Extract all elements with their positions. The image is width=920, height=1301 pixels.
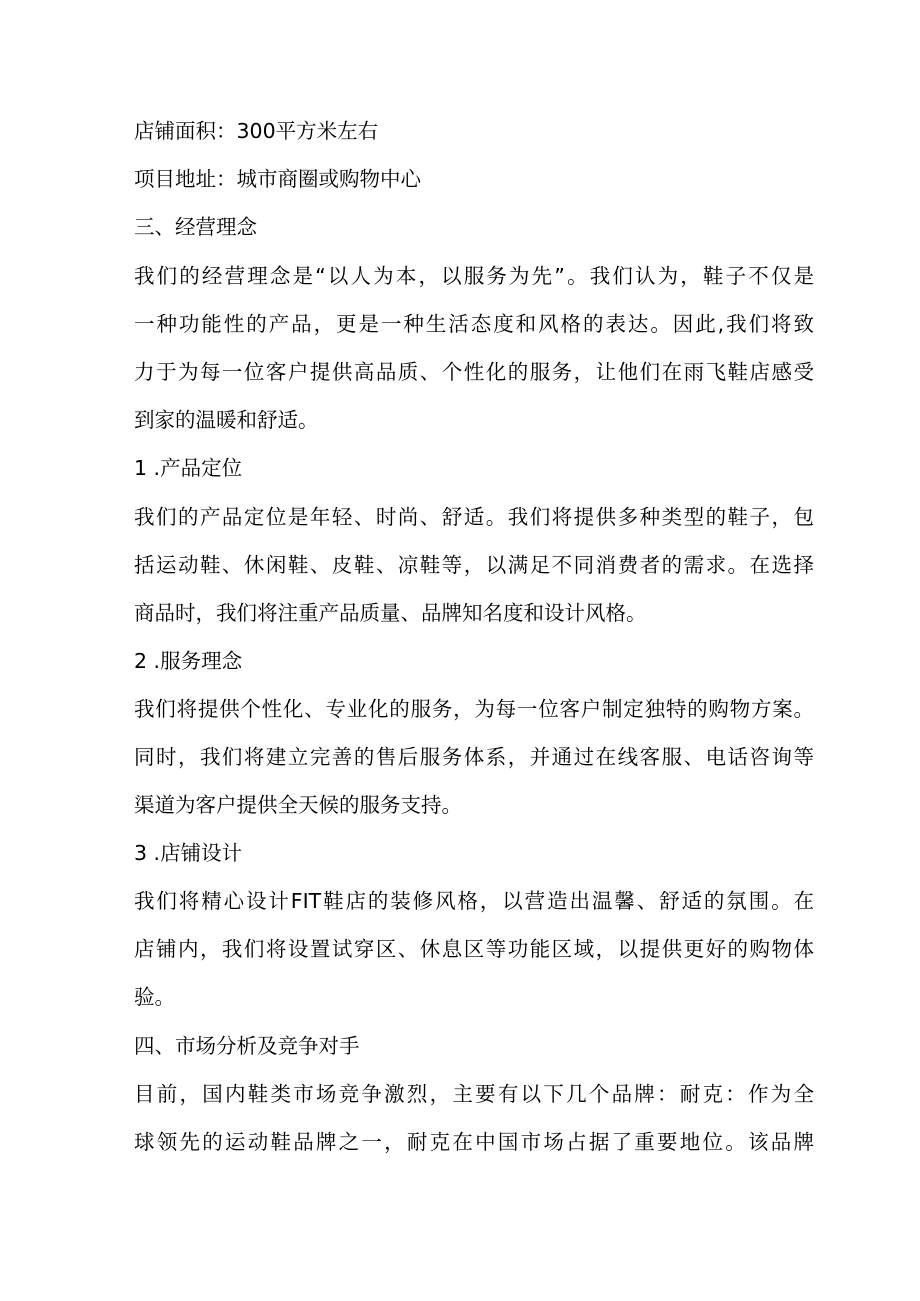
paragraph-line: 我们的经营理念是“以人为本，以服务为先”。我们认为，鞋子不仅是: [134, 264, 814, 288]
section-heading-philosophy: 三、经营理念: [134, 215, 257, 239]
paragraph-line: 店铺内，我们将设置试穿区、休息区等功能区域，以提供更好的购物体: [134, 937, 814, 961]
paragraph-line: 我们将精心设计FIT鞋店的装修风格，以营造出温馨、舒适的氛围。在: [134, 889, 814, 913]
paragraph-line: 球领先的运动鞋品牌之一，耐克在中国市场占据了重要地位。该品牌: [134, 1130, 814, 1154]
paragraph-line: 一种功能性的产品，更是一种生活态度和风格的表达。因此,我们将致: [134, 312, 814, 336]
paragraph-line: 到家的温暖和舒适。: [134, 408, 319, 432]
paragraph-line: 力于为每一位客户提供高品质、个性化的服务，让他们在雨飞鞋店感受: [134, 360, 814, 384]
subheading-service-philosophy: 2 .服务理念: [134, 649, 243, 673]
text-line-address: 项目地址：城市商圈或购物中心: [134, 167, 421, 191]
paragraph-line: 我们的产品定位是年轻、时尚、舒适。我们将提供多种类型的鞋子，包: [134, 505, 814, 529]
section-heading-market-analysis: 四、市场分析及竞争对手: [134, 1034, 360, 1058]
paragraph-line: 商品时，我们将注重产品质量、品牌知名度和设计风格。: [134, 601, 647, 625]
paragraph-line: 渠道为客户提供全天候的服务支持。: [134, 793, 462, 817]
subheading-store-design: 3 .店铺设计: [134, 841, 243, 865]
text-line-area: 店铺面积：300平方米左右: [134, 119, 379, 143]
paragraph-line: 同时，我们将建立完善的售后服务体系，并通过在线客服、电话咨询等: [134, 745, 814, 769]
paragraph-line: 括运动鞋、休闲鞋、皮鞋、凉鞋等，以满足不同消费者的需求。在选择: [134, 553, 814, 577]
paragraph-line: 我们将提供个性化、专业化的服务，为每一位客户制定独特的购物方案。: [134, 697, 814, 721]
paragraph-line: 验。: [134, 985, 175, 1009]
paragraph-line: 目前，国内鞋类市场竞争激烈，主要有以下几个品牌：耐克：作为全: [134, 1082, 814, 1106]
subheading-product-positioning: 1 .产品定位: [134, 456, 243, 480]
